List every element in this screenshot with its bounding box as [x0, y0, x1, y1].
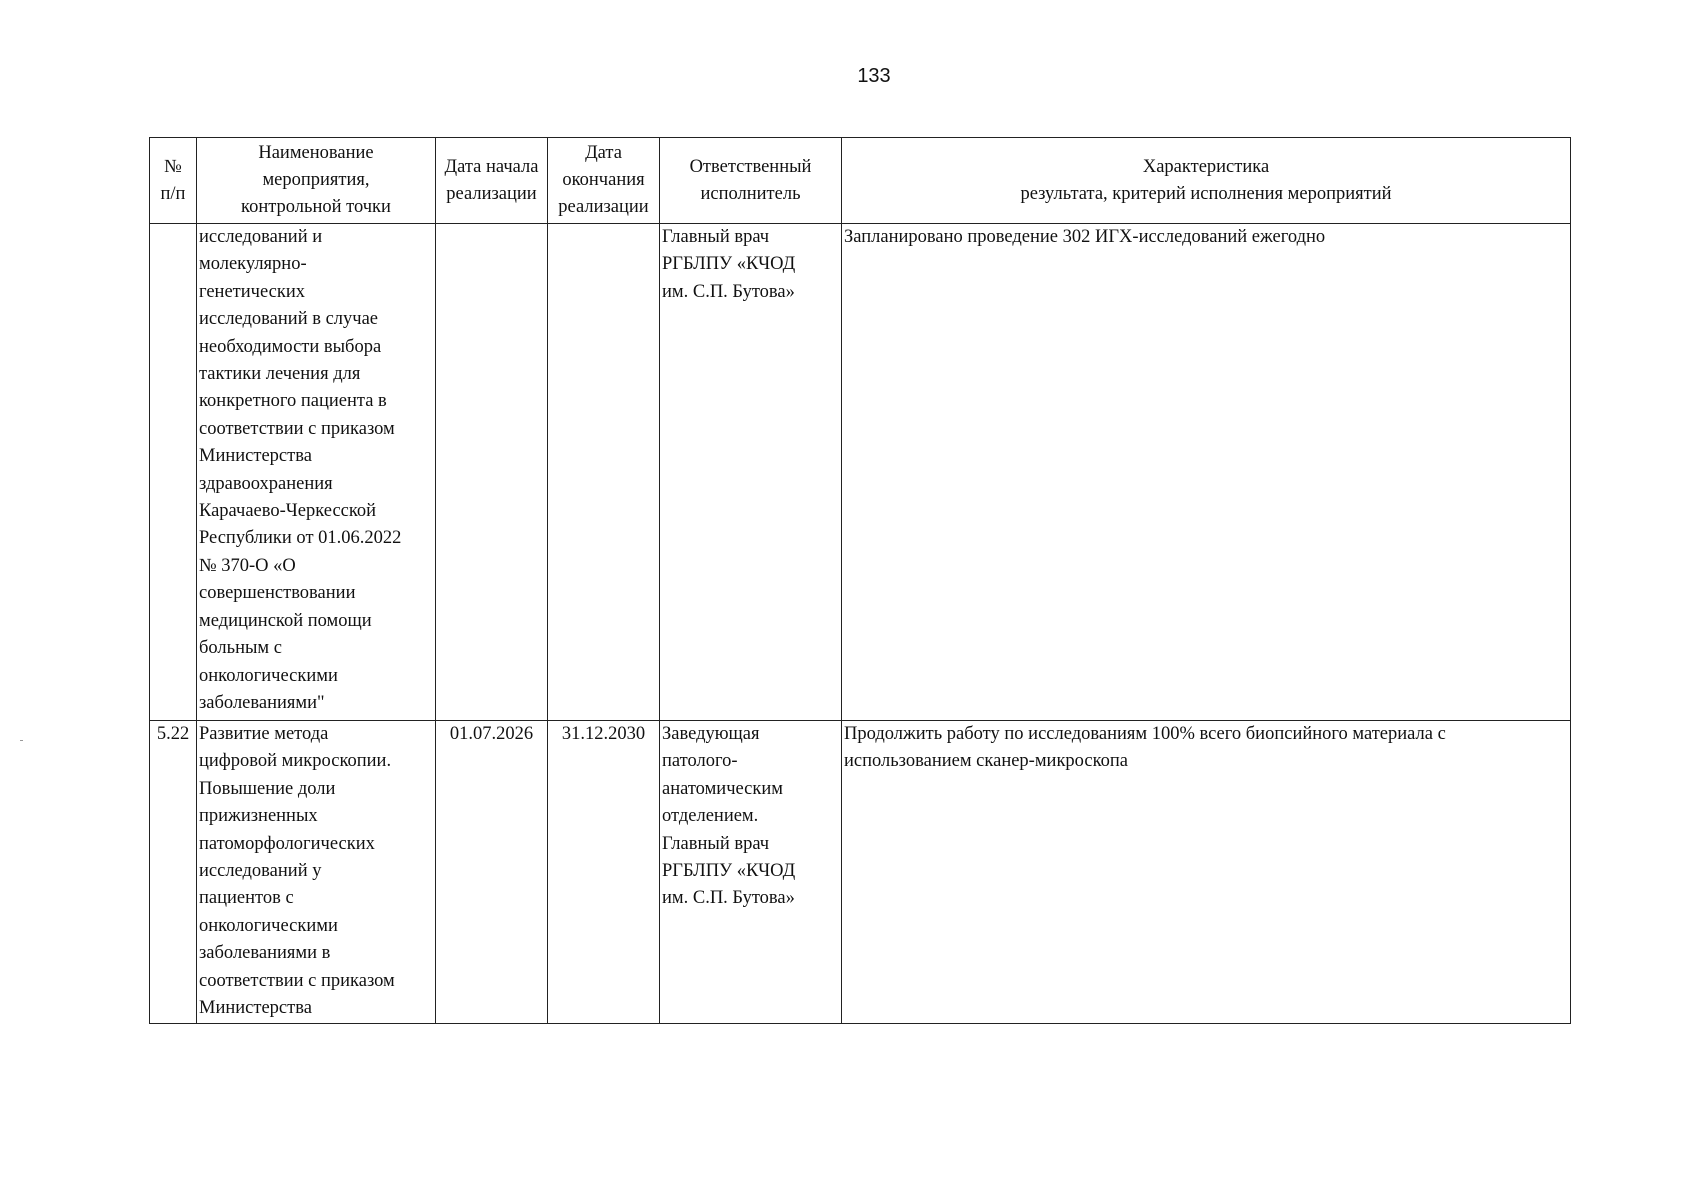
cell-responsible: Главный врач РГБЛПУ «КЧОД им. С.П. Бутова» — [660, 224, 842, 721]
header-activity-name: Наименование мероприятия, контрольной точки — [197, 138, 436, 224]
cell-end-date: 31.12.2030 — [548, 721, 660, 1024]
page-number: 133 — [857, 65, 891, 87]
header-responsible: Ответственный исполнитель — [660, 138, 842, 224]
table-header — [150, 138, 1571, 224]
cell-end-date — [548, 224, 660, 721]
header-characteristic: Характеристика результата, критерий исполнения мероприятий — [842, 138, 1571, 224]
cell-start-date: 01.07.2026 — [436, 721, 548, 1024]
cell-number — [150, 224, 197, 721]
cell-number: 5.22 — [150, 721, 197, 1024]
activities-table — [149, 137, 1571, 1024]
cell-activity-name: исследований и молекулярно- генетических исследований в случае необходимости выбора тактики лечения для конкретного пациента в соответствии с приказом Министерства здравоохранения Карачаево-Черкесской Республики от 01.06.2022 № 370-О «О совершенствовании медицинской помощи больным с онкологическими заболеваниями" — [197, 224, 436, 721]
cell-activity-name: Развитие метода цифровой микроскопии. Повышение доли прижизненных патоморфологических исследований у пациентов с онкологическими заболеваниями в соответствии с приказом Министерства — [197, 721, 436, 1024]
header-end-date: Дата окончания реализации — [548, 138, 660, 224]
cell-characteristic: Запланировано проведение 302 ИГХ-исследований ежегодно — [842, 224, 1571, 721]
table-row — [150, 721, 1571, 1024]
cell-characteristic: Продолжить работу по исследованиям 100% всего биопсийного материала с использованием сканер-микроскопа — [842, 721, 1571, 1024]
header-start-date: Дата начала реализации — [436, 138, 548, 224]
cell-start-date — [436, 224, 548, 721]
header-number: № п/п — [150, 138, 197, 224]
table-body — [150, 224, 1571, 1024]
scan-mark — [20, 740, 23, 741]
header-row — [150, 138, 1571, 224]
table-row — [150, 224, 1571, 721]
cell-responsible: Заведующая патолого- анатомическим отделением. Главный врач РГБЛПУ «КЧОД им. С.П. Бутова» — [660, 721, 842, 1024]
